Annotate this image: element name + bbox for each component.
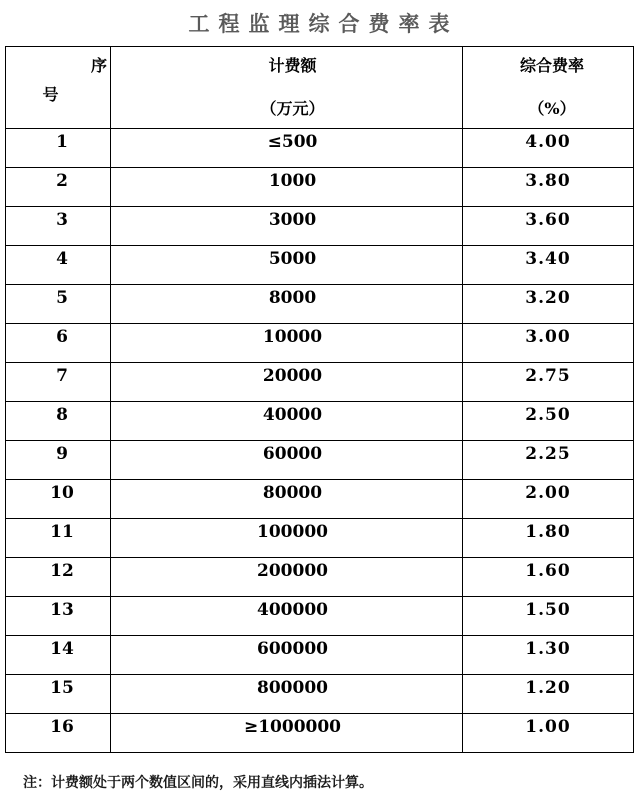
table-row [6,675,634,714]
cell-amount: 1000 [111,168,463,207]
cell-rate: 1.00 [463,714,634,753]
cell-rate: 1.30 [463,636,634,675]
cell-serial: 12 [6,558,111,597]
cell-amount: 5000 [111,246,463,285]
cell-serial: 10 [6,480,111,519]
table-row [6,363,634,402]
table-row [6,246,634,285]
cell-serial: 9 [6,441,111,480]
cell-amount: 8000 [111,285,463,324]
header-cell-amount [111,47,463,129]
cell-serial: 13 [6,597,111,636]
cell-serial: 8 [6,402,111,441]
cell-serial: 1 [6,129,111,168]
cell-rate: 2.25 [463,441,634,480]
footnote: 注：计费额处于两个数值区间的，采用直线内插法计算。 [23,775,373,791]
cell-amount: 3000 [111,207,463,246]
table-row [6,207,634,246]
table-row [6,714,634,753]
header-rate-line1: 综合费率 [519,56,584,75]
table-row [6,480,634,519]
table-row [6,597,634,636]
table-row [6,168,634,207]
table-row [6,636,634,675]
cell-rate: 2.50 [463,402,634,441]
cell-amount: 800000 [111,675,463,714]
table-row [6,402,634,441]
cell-amount: 400000 [111,597,463,636]
cell-rate: 2.00 [463,480,634,519]
cell-amount: 10000 [111,324,463,363]
table-row [6,519,634,558]
cell-rate: 3.40 [463,246,634,285]
cell-amount: 60000 [111,441,463,480]
cell-rate: 3.20 [463,285,634,324]
rate-table [5,46,634,753]
cell-rate: 3.80 [463,168,634,207]
cell-rate: 3.60 [463,207,634,246]
header-amount-line2: （万元） [260,99,325,118]
cell-rate: 3.00 [463,324,634,363]
cell-serial: 11 [6,519,111,558]
header-serial-line2: 号 [42,85,59,104]
cell-amount: ≤500 [111,129,463,168]
header-row [6,47,634,129]
cell-rate: 1.60 [463,558,634,597]
cell-amount: ≥1000000 [111,714,463,753]
cell-amount: 40000 [111,402,463,441]
cell-amount: 100000 [111,519,463,558]
cell-serial: 6 [6,324,111,363]
cell-serial: 4 [6,246,111,285]
table-body [6,129,634,753]
cell-serial: 5 [6,285,111,324]
table-row [6,129,634,168]
cell-rate: 2.75 [463,363,634,402]
table-row [6,285,634,324]
header-cell-rate [463,47,634,129]
cell-serial: 14 [6,636,111,675]
cell-amount: 20000 [111,363,463,402]
cell-serial: 2 [6,168,111,207]
table-row [6,441,634,480]
header-cell-serial [6,47,111,129]
cell-amount: 600000 [111,636,463,675]
cell-serial: 7 [6,363,111,402]
table-row [6,324,634,363]
cell-rate: 1.50 [463,597,634,636]
table-header [6,47,634,129]
page-title: 工程监理综合费率表 [188,11,459,36]
cell-rate: 1.20 [463,675,634,714]
header-serial-line1: 序 [90,56,107,75]
header-amount-line1: 计费额 [268,56,317,75]
cell-amount: 200000 [111,558,463,597]
table-row [6,558,634,597]
cell-serial: 3 [6,207,111,246]
cell-serial: 15 [6,675,111,714]
cell-amount: 80000 [111,480,463,519]
cell-rate: 4.00 [463,129,634,168]
header-rate-line2: （%） [528,99,576,118]
cell-serial: 16 [6,714,111,753]
cell-rate: 1.80 [463,519,634,558]
